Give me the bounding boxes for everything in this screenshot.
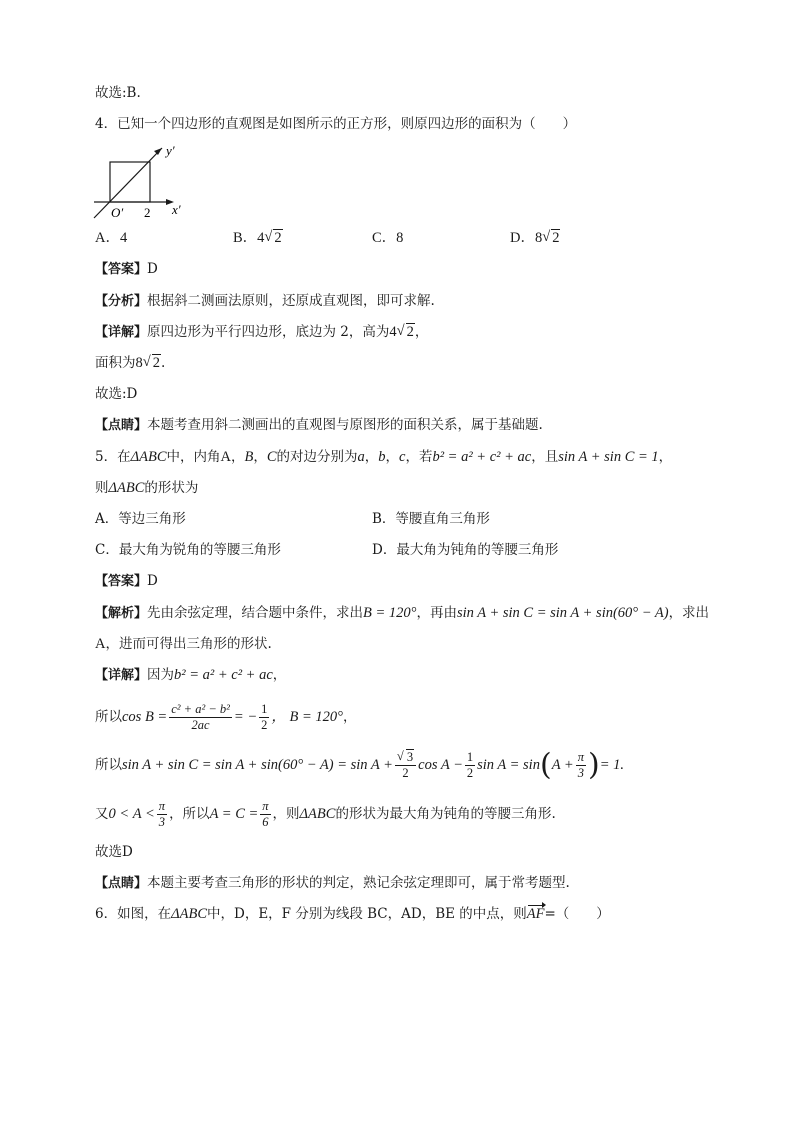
- vector-af: AF: [526, 906, 545, 922]
- q4-detail: 【详解】原四边形为平行四边形，底边为 2，高为4√ 2，: [95, 322, 428, 343]
- q5-detail-line4: 又0 < A < $\frac{\pi}{3}$ ，所以A = C = $\frac{\pi}{6}$ ，则ΔABC的形状为最大角为钝角的等腰三角形.: [95, 799, 556, 829]
- q4-answer: 【答案】D: [95, 261, 158, 277]
- q5-analysis-line2: A，进而可得出三角形的形状.: [95, 636, 272, 652]
- q4-option-d: D．8√ 2: [510, 228, 560, 248]
- q5-analysis-line1: 【解析】先由余弦定理，结合题中条件，求出B = 120°，再由sin A + sin C = sin A + sin(60° − A)，求出: [95, 605, 710, 621]
- q4-analysis: 【分析】根据斜二测画法原则，还原成直观图，即可求解.: [95, 293, 435, 309]
- q6-stem: 6．如图，在ΔABC中，D，E，F 分别为线段 BC，AD，BE 的中点，则AF=（ ）: [95, 906, 610, 922]
- q5-answer: 【答案】D: [95, 573, 158, 589]
- q4-choice: 故选:D: [95, 386, 138, 402]
- y-axis-arrow: [154, 148, 162, 155]
- q5-option-d: D．最大角为钝角的等腰三角形: [372, 542, 559, 558]
- q4-option-b: B．4√ 2: [233, 228, 283, 248]
- y-axis-line: [94, 148, 162, 218]
- q5-option-b: B．等腰直角三角形: [372, 511, 490, 527]
- tick-label-2: 2: [144, 205, 151, 220]
- q5-detail-line1: 【详解】因为b² = a² + c² + ac，: [95, 667, 287, 683]
- q4-figure: [92, 138, 192, 224]
- q5-option-a: A．等边三角形: [95, 511, 186, 527]
- q5-stem-line2: 则ΔABC的形状为: [95, 480, 199, 496]
- q5-comment: 【点睛】本题主要考查三角形的形状的判定，熟记余弦定理即可，属于常考题型.: [95, 875, 570, 891]
- q4-option-a: A．4: [95, 230, 128, 246]
- origin-label: O′: [111, 205, 124, 220]
- prev-choice: 故选:B.: [95, 85, 141, 101]
- y-axis-label: y′: [166, 143, 175, 158]
- q4-comment: 【点睛】本题考查用斜二测画出的直观图与原图形的面积关系，属于基础题.: [95, 417, 543, 433]
- q5-option-c: C．最大角为锐角的等腰三角形: [95, 542, 281, 558]
- q5-detail-line3: 所以sin A + sin C = sin A + sin(60° − A) = sin A + √ $\frac{3}{2}$ cos A − $\frac{1}{2}$ sin A = sin(A + $\frac{\pi}{3}$ )= 1.: [95, 748, 624, 782]
- q5-detail-line2: 所以cos B = $\frac{\text{c² + a² − b²}}{2ac}$ = − $\frac{1}{2}$ ， B = 120°，: [95, 702, 357, 732]
- q4-stem: 4．已知一个四边形的直观图是如图所示的正方形，则原四边形的面积为（ ）: [95, 116, 577, 132]
- x-axis-label: x′: [172, 202, 181, 217]
- q4-option-c: C．8: [372, 230, 404, 246]
- q5-stem-line1: 5．在ΔABC中，内角A，B，C的对边分别为a，b，c，若b² = a² + c² + ac，且sin A + sin C = 1，: [95, 449, 673, 465]
- q5-choice: 故选D: [95, 844, 133, 860]
- q4-area: 面积为8√ 2.: [95, 353, 165, 373]
